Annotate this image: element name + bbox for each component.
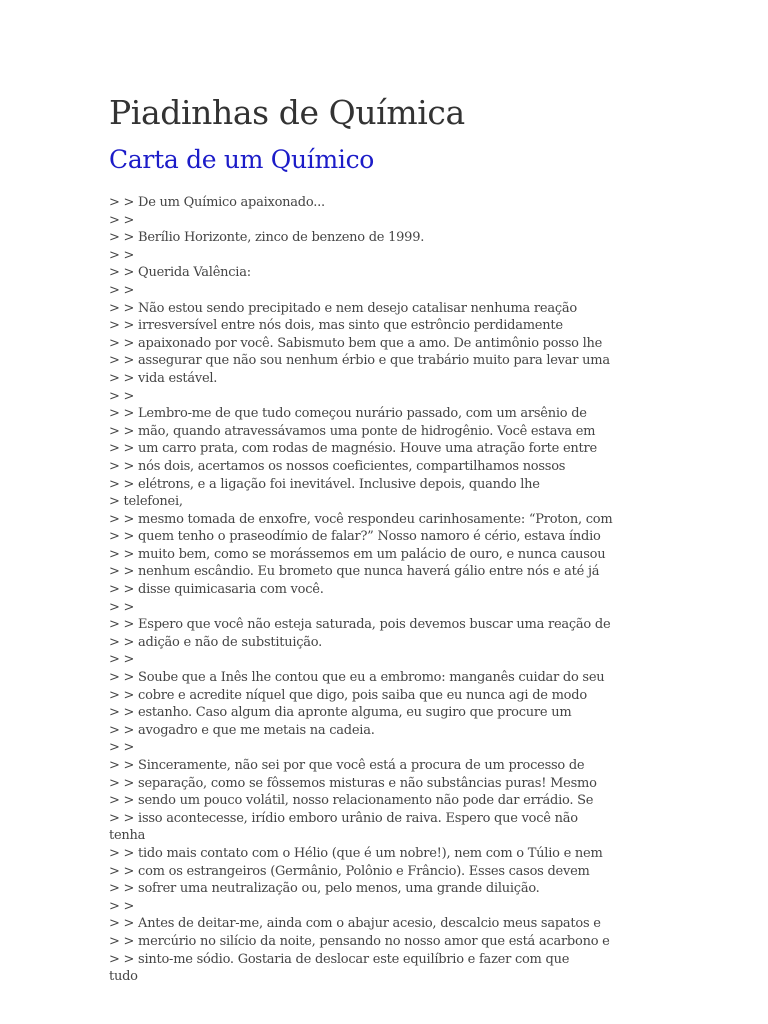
- letter-line: > > muito bem, como se morássemos em um palácio de ouro, e nunca causou: [109, 546, 606, 562]
- letter-line: > >: [109, 898, 135, 914]
- letter-line: > > mercúrio no silício da noite, pensando no nosso amor que está acarbono e: [109, 933, 610, 949]
- letter-line: > > adição e não de substituição.: [109, 634, 323, 650]
- letter-line: > > nós dois, acertamos os nossos coeficientes, compartilhamos nossos: [109, 458, 566, 474]
- letter-line: > >: [109, 652, 135, 668]
- letter-line: > > sofrer uma neutralização ou, pelo menos, uma grande diluição.: [109, 881, 540, 897]
- letter-heading: Carta de um Químico: [109, 145, 375, 174]
- letter-line: tenha: [109, 828, 146, 844]
- letter-line: > > Sinceramente, não sei por que você está a procura de um processo de: [109, 758, 585, 773]
- letter-line: > > apaixonado por você. Sabismuto bem que a amo. De antimônio posso lhe: [109, 335, 603, 351]
- letter-line: > > assegurar que não sou nenhum érbio e que trabário muito para levar uma: [109, 353, 610, 369]
- letter-line: > > mesmo tomada de enxofre, você respondeu carinhosamente: “Proton, com: [109, 511, 613, 527]
- document-page: [109, 92, 749, 986]
- letter-line: > > De um Químico apaixonado...: [109, 195, 325, 210]
- letter-line: > > tido mais contato com o Hélio (que é um nobre!), nem com o Túlio e nem: [109, 845, 603, 861]
- letter-line: > > Espero que você não esteja saturada, pois devemos buscar uma reação de: [109, 617, 611, 633]
- letter-line: > > Soube que a Inês lhe contou que eu a embromo: manganês cuidar do seu: [109, 670, 605, 686]
- letter-line: > > mão, quando atravessávamos uma ponte de hidrogênio. Você estava em: [109, 423, 596, 439]
- letter-line: > >: [109, 740, 135, 756]
- letter-line: tudo: [109, 969, 138, 985]
- letter-line: > > avogadro e que me metais na cadeia.: [109, 722, 375, 738]
- letter-line: > > irresversível entre nós dois, mas sinto que estrôncio perdidamente: [109, 318, 563, 334]
- letter-line: > > estanho. Caso algum dia apronte alguma, eu sugiro que procure um: [109, 705, 572, 721]
- letter-line: > > Antes de deitar-me, ainda com o abajur acesio, descalcio meus sapatos e: [109, 916, 601, 932]
- letter-line: > >: [109, 599, 135, 615]
- letter-line: > > Não estou sendo precipitado e nem desejo catalisar nenhuma reação: [109, 300, 577, 316]
- letter-line: > > Lembro-me de que tudo começou nurário passado, com um arsênio de: [109, 406, 587, 422]
- letter-line: > > elétrons, e a ligação foi inevitável. Inclusive depois, quando lhe: [109, 476, 540, 492]
- letter-line: > > Berílio Horizonte, zinco de benzeno de 1999.: [109, 230, 425, 246]
- letter-line: > > quem tenho o praseodímio de falar?” Nosso namoro é cério, estava índio: [109, 529, 601, 545]
- letter-line: > telefonei,: [109, 494, 183, 510]
- letter-line: > >: [109, 247, 135, 263]
- letter-line: > >: [109, 212, 135, 228]
- letter-line: > > sendo um pouco volátil, nosso relacionamento não pode dar errádio. Se: [109, 793, 594, 809]
- letter-line: > > vida estável.: [109, 370, 218, 386]
- letter-line: > > disse quimicasaria com você.: [109, 582, 324, 598]
- letter-line: > > nenhum escândio. Eu brometo que nunca haverá gálio entre nós e até já: [109, 564, 600, 580]
- letter-body: [109, 194, 749, 986]
- letter-line: > > sinto-me sódio. Gostaria de deslocar este equilíbrio e fazer com que: [109, 951, 570, 967]
- letter-line: > >: [109, 282, 135, 298]
- letter-line: > > um carro prata, com rodas de magnésio. Houve uma atração forte entre: [109, 441, 597, 457]
- letter-line: > >: [109, 388, 135, 404]
- page-title: Piadinhas de Química: [109, 93, 465, 132]
- letter-line: > > Querida Valência:: [109, 265, 251, 281]
- letter-line: > > separação, como se fôssemos misturas e não substâncias puras! Mesmo: [109, 775, 597, 791]
- letter-line: > > isso acontecesse, irídio emboro urânio de raiva. Espero que você não: [109, 810, 578, 826]
- letter-line: > > com os estrangeiros (Germânio, Polônio e Frâncio). Esses casos devem: [109, 863, 590, 879]
- letter-line: > > cobre e acredite níquel que digo, pois saiba que eu nunca agi de modo: [109, 687, 587, 703]
